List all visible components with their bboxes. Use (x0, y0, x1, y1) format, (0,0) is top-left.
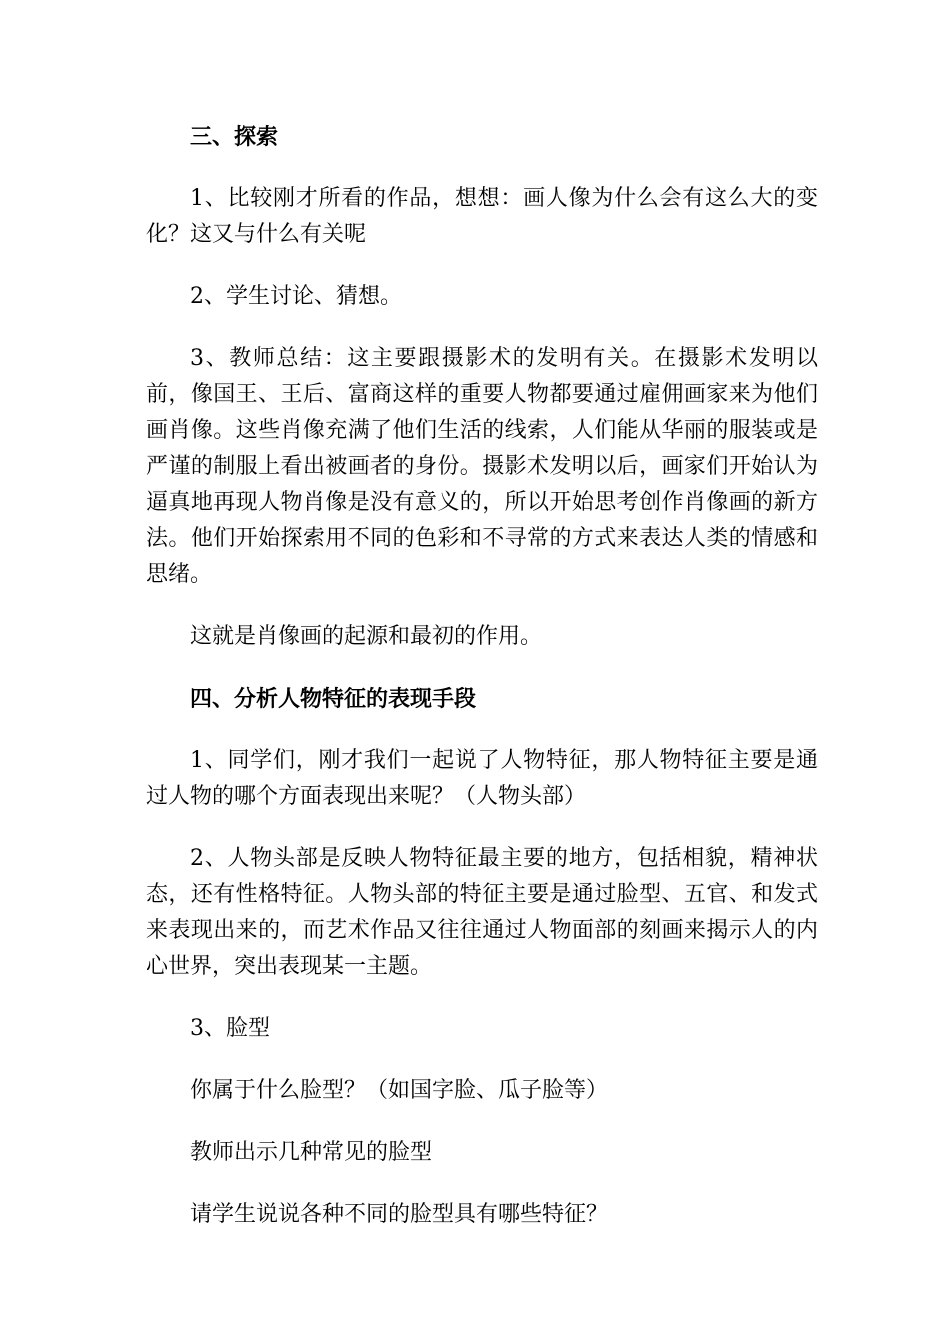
paragraph-portrait-origin: 这就是肖像画的起源和最初的作用。 (190, 624, 543, 649)
paragraph-teacher-shows-shapes: 教师出示几种常见的脸型 (190, 1140, 433, 1165)
paragraph-student-discussion: 2、学生讨论、猜想。 (190, 284, 402, 309)
paragraph-face-shape: 3、脸型 (190, 1016, 270, 1041)
paragraph-head-features: 2、人物头部是反映人物特征最主要的地方，包括相貌，精神状态，还有性格特征。人物头部的特征主要是通过脸型、五官、和发式来表现出来的，而艺术作品又往往通过人物面部的刻画来揭示人的内心世界，突出表现某一主题。 (146, 846, 818, 979)
section-heading-analysis: 四、分析人物特征的表现手段 (190, 686, 477, 712)
paragraph-students-describe: 请学生说说各种不同的脸型具有哪些特征？ (190, 1202, 609, 1227)
paragraph-face-type-question: 你属于什么脸型？（如国字脸、瓜子脸等） (190, 1078, 609, 1103)
section-heading-explore: 三、探索 (190, 124, 279, 150)
document-body (146, 119, 818, 1259)
paragraph-character-features: 1、同学们，刚才我们一起说了人物特征，那人物特征主要是通过人物的哪个方面表现出来呢？（人物头部） (146, 748, 818, 809)
paragraph-compare-works: 1、比较刚才所看的作品，想想：画人像为什么会有这么大的变化？这又与什么有关呢 (146, 186, 818, 247)
paragraph-teacher-summary: 3、教师总结：这主要跟摄影术的发明有关。在摄影术发明以前，像国王、王后、富商这样的重要人物都要通过雇佣画家来为他们画肖像。这些肖像充满了他们生活的线索，人们能从华丽的服装或是严谨的制服上看出被画者的身份。摄影术发明以后，画家们开始认为逼真地再现人物肖像是没有意义的，所以开始思考创作肖像画的新方法。他们开始探索用不同的色彩和不寻常的方式来表达人类的情感和思绪。 (146, 346, 818, 587)
